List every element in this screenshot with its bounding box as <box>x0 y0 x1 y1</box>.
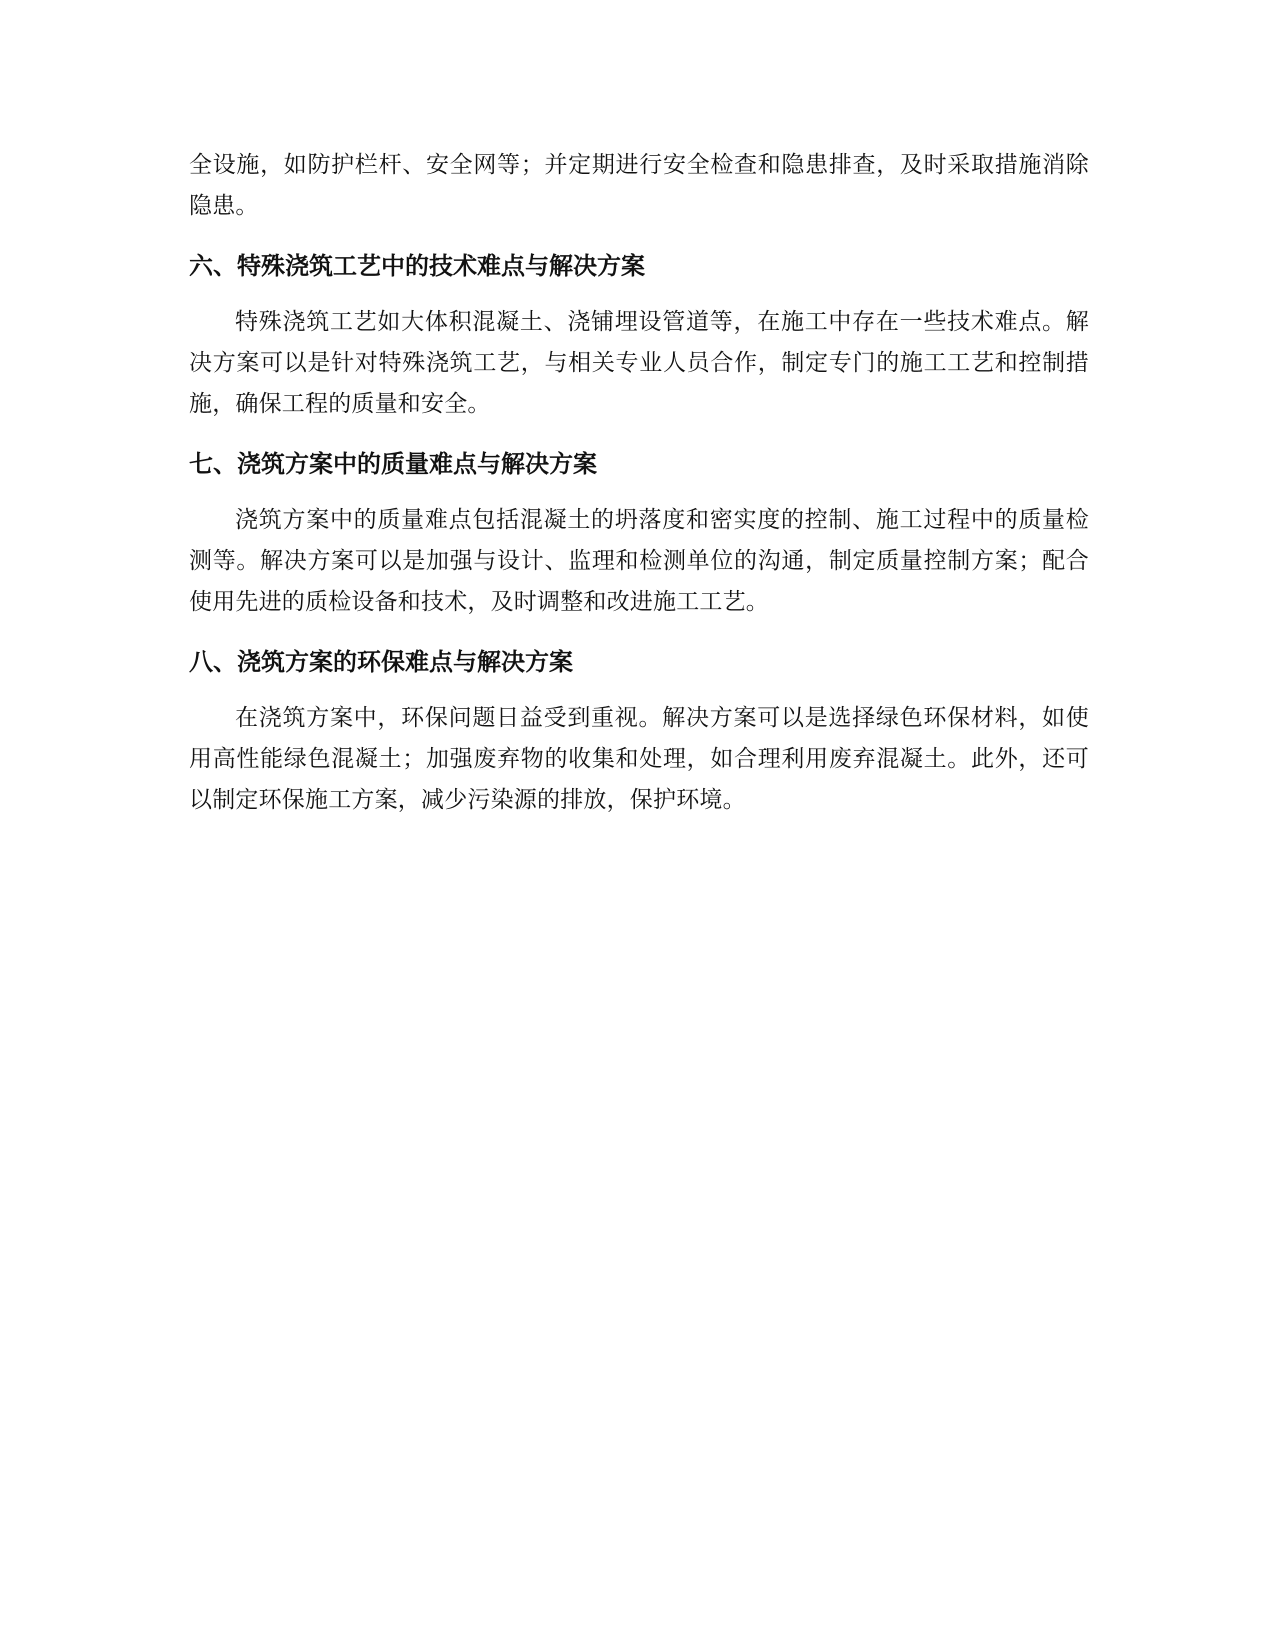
section-heading: 六、特殊浇筑工艺中的技术难点与解决方案 <box>189 252 645 280</box>
section-7 <box>189 448 1089 623</box>
section-body: 特殊浇筑工艺如大体积混凝土、浇铺埋设管道等，在施工中存在一些技术难点。解决方案可以是针对特殊浇筑工艺，与相关专业人员合作，制定专门的施工工艺和控制措施，确保工程的质量和安全。 <box>189 309 1089 417</box>
section-heading: 七、浇筑方案中的质量难点与解决方案 <box>189 450 597 478</box>
section-body: 浇筑方案中的质量难点包括混凝土的坍落度和密实度的控制、施工过程中的质量检测等。解决方案可以是加强与设计、监理和检测单位的沟通，制定质量控制方案；配合使用先进的质检设备和技术，及时调整和改进施工工艺。 <box>189 507 1089 615</box>
section-8 <box>189 646 1089 821</box>
section-heading: 八、浇筑方案的环保难点与解决方案 <box>189 648 573 676</box>
section-6 <box>189 250 1089 425</box>
document-content <box>189 145 1089 844</box>
intro-paragraph: 全设施，如防护栏杆、安全网等；并定期进行安全检查和隐患排查，及时采取措施消除隐患。 <box>189 152 1089 219</box>
section-body: 在浇筑方案中，环保问题日益受到重视。解决方案可以是选择绿色环保材料，如使用高性能绿色混凝土；加强废弃物的收集和处理，如合理利用废弃混凝土。此外，还可以制定环保施工方案，减少污染源的排放，保护环境。 <box>189 705 1089 813</box>
